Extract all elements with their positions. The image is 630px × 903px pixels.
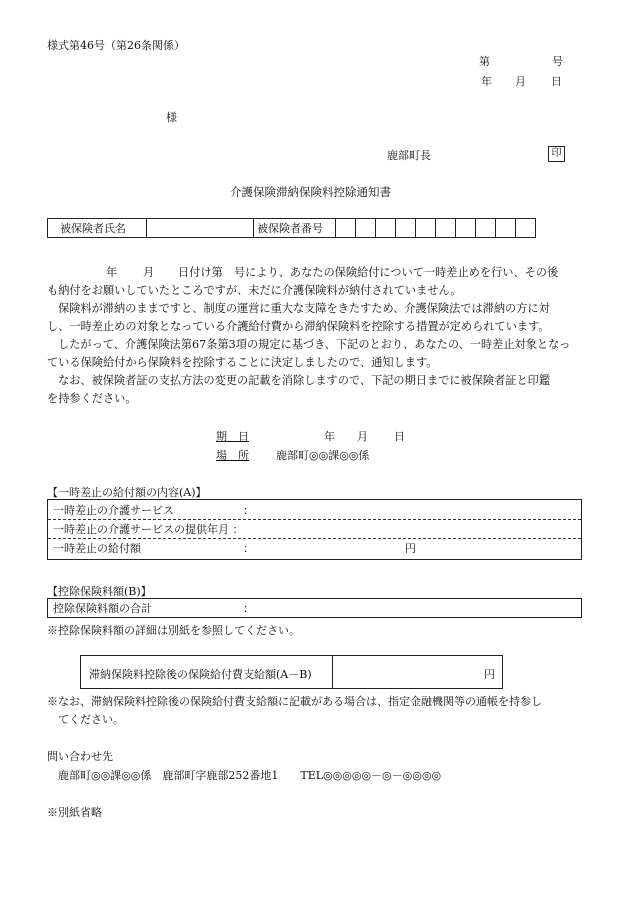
section-a-row-amount	[48, 540, 581, 557]
body-line: 日付け第 号により、あなたの保険給付について一時差止めを行い、その後	[178, 266, 559, 279]
insured-number-label: 被保険者番号	[254, 219, 336, 238]
insured-number-digit[interactable]	[496, 219, 516, 238]
day-label: 日	[551, 75, 562, 88]
body-line: し、一時差止めの対象となっている介護給付費から滞納保険料を控除する措置が定められています。	[47, 320, 550, 333]
year-label: 年	[481, 75, 492, 88]
body-month: 月	[143, 266, 155, 279]
contact-detail: 鹿部町◎◎課◎◎係 鹿部町字鹿部252番地1 TEL◎◎◎◎◎－◎－◎◎◎◎	[58, 769, 442, 782]
body-line: も納付をお願いしていたところですが、未だに介護保険料が納付されていません。	[47, 284, 462, 297]
body-year: 年	[106, 266, 118, 279]
section-b-note: ※控除保険料額の詳細は別紙を参照してください。	[47, 624, 300, 637]
colon: ：	[243, 602, 254, 615]
insured-name-label: 被保険者氏名	[48, 219, 147, 238]
row-label: 一時差止の介護サービス	[53, 504, 174, 517]
go-label: 号	[552, 55, 563, 68]
schedule-place-row	[216, 447, 404, 463]
colon: ：	[243, 542, 254, 555]
body-line: したがって、介護保険法第67条第3項の規定に基づき、下記のとおり、あなたの、一時差止対象となっ	[58, 338, 571, 351]
row-label: 控除保険料額の合計	[53, 602, 152, 615]
date-month: 月	[357, 430, 368, 443]
body-line: なお、被保険者証の支払方法の変更の記載を消除しますので、下記の期日までに被保険者証と印鑑	[58, 374, 551, 387]
section-a-row-period	[48, 521, 581, 539]
payment-divider	[332, 656, 333, 688]
place-value: 鹿部町◎◎課◎◎係	[276, 449, 370, 462]
body-line: 保険料が滞納のままですと、制度の運営に重大な支障をきたすため、介護保険法では滞納の方に対	[58, 302, 550, 315]
section-b-row-total	[48, 600, 581, 617]
row-label: 一時差止の介護サービスの提供年月	[53, 523, 229, 536]
insured-number-digit[interactable]	[396, 219, 416, 238]
footer-note: ※別紙省略	[47, 806, 102, 819]
insured-name-value[interactable]	[147, 219, 254, 238]
insured-table	[47, 218, 536, 238]
section-b-box	[47, 598, 582, 618]
payment-box	[80, 655, 503, 689]
section-a-row-service	[48, 502, 581, 520]
date-day: 日	[394, 430, 405, 443]
schedule-date-row	[216, 428, 404, 444]
date-label: 期 日	[216, 430, 249, 443]
section-b-heading: 【控除保険料額(B)】	[47, 585, 152, 598]
seal-stamp: 印	[548, 146, 565, 162]
colon: ：	[232, 523, 244, 536]
insured-number-digit[interactable]	[376, 219, 396, 238]
section-a-heading: 【一時差止の給付額の内容(A)】	[47, 486, 207, 499]
place-label: 場 所	[216, 449, 249, 462]
insured-number-digit[interactable]	[336, 219, 356, 238]
insured-number-digit[interactable]	[516, 219, 536, 238]
form-number: 様式第46号（第26条関係）	[47, 39, 185, 52]
insured-number-digit[interactable]	[436, 219, 456, 238]
insured-number-digit[interactable]	[456, 219, 476, 238]
payment-yen: 円	[484, 668, 495, 681]
recipient-honorific: 様	[166, 111, 177, 124]
body-line: ている保険給付から保険料を控除することに決定しましたので、通知します。	[47, 356, 438, 369]
yen-unit: 円	[405, 542, 416, 555]
insured-number-digit[interactable]	[476, 219, 496, 238]
row-label: 一時差止の給付額	[53, 542, 141, 555]
insured-number-digit[interactable]	[356, 219, 376, 238]
colon: ：	[243, 504, 254, 517]
section-a-box	[47, 499, 582, 560]
payment-label: 滞納保険料控除後の保険給付費支給額(A－B)	[89, 668, 312, 681]
payment-note: てください。	[58, 713, 124, 726]
date-year: 年	[324, 430, 335, 443]
document-title: 介護保険滞納保険料控除通知書	[230, 185, 391, 199]
issuer-name: 鹿部町長	[387, 149, 431, 162]
body-line: を持参ください。	[47, 392, 137, 405]
dai-label: 第	[479, 55, 490, 68]
payment-note: ※なお、滞納保険料控除後の保険給付費支給額に記載がある場合は、指定金融機関等の通帳を持参し	[47, 695, 542, 708]
contact-heading: 問い合わせ先	[47, 750, 113, 763]
insured-number-digit[interactable]	[416, 219, 436, 238]
month-label: 月	[515, 75, 526, 88]
